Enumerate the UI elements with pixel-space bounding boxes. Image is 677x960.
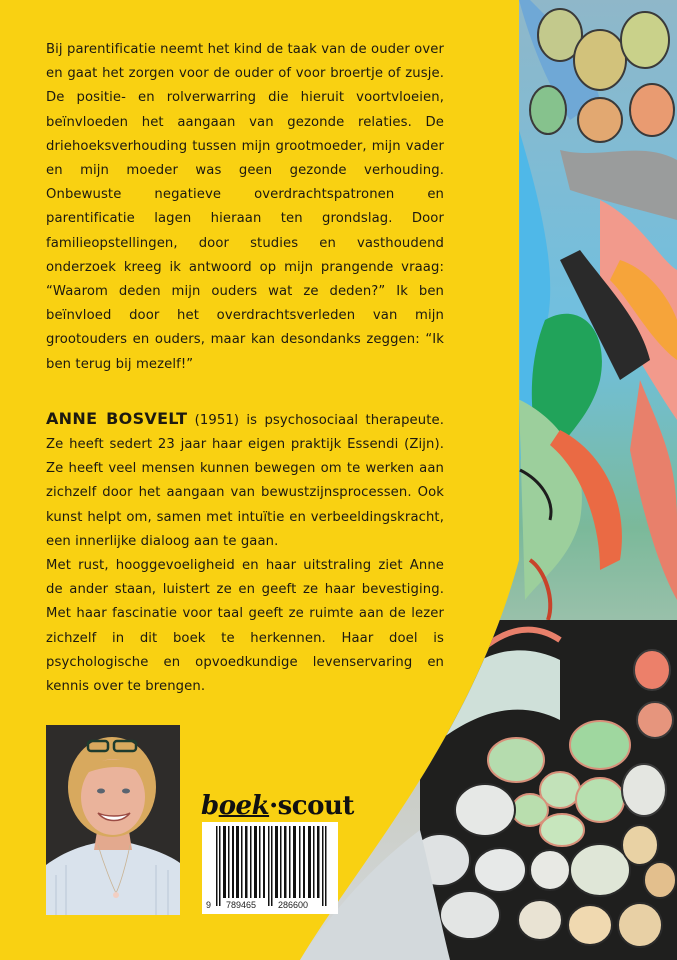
isbn-lead-digit: 9 xyxy=(206,900,212,910)
blurb-paragraph: Bij parentificatie neemt het kind de taak van de ouder over en gaat het zorgen voor de ouder of voor broertje of zusje. De positie- en rolverwarring die hieruit voortvloeien, beïnvloeden het aangaan van gezonde relaties. De driehoeksverhouding tussen mijn grootmoeder, mijn vader en mijn moeder was geen gezonde verhouding. Onbewuste negatieve overdrachtspatronen en parentificatie lagen hieraan ten grondslag. Door familieopstellingen, door studies en vasthoudend onderzoek kreeg ik antwoord op mijn prangende vraag: “Waarom deden mijn ouders wat ze deden?” Ik ben beïnvloed door het overdrachtsverleden van mijn grootouders en ouders, maar kan desondanks zeggen: “Ik ben terug bij mezelf!” xyxy=(46,42,444,372)
back-cover-text xyxy=(46,38,444,699)
author-portrait-icon xyxy=(46,725,180,915)
publisher-logo-separator: · xyxy=(269,791,278,821)
publisher-logo-part1: boek xyxy=(201,791,270,821)
author-photo xyxy=(46,725,180,915)
isbn-group-1: 789465 xyxy=(226,900,257,910)
author-bio: (1951) is psychosociaal therapeute. Ze heeft sedert 23 jaar haar eigen praktijk Essendi (Zijn). Ze heeft veel mensen kunnen bewegen om te werken aan zichzelf door het aangaan van bewustzijnsprocessen. Ook kunst helpt om, samen met intuïtie en verbeeldingskracht, een innerlijke dialoog aan te gaan. xyxy=(46,412,445,549)
isbn-barcode xyxy=(202,822,338,914)
publisher-logo xyxy=(201,791,354,821)
publisher-logo-part2: scout xyxy=(277,791,354,821)
author-bio-paragraph xyxy=(46,407,444,554)
barcode-bars-icon xyxy=(202,822,338,914)
author-name: ANNE BOSVELT xyxy=(46,408,188,428)
isbn-group-2: 286600 xyxy=(278,900,309,910)
author-bio-paragraph-2: Met rust, hooggevoeligheid en haar uitstraling ziet Anne de ander staan, luistert ze en geeft ze haar bevestiging. Met haar fascinatie voor taal geeft ze ruimte aan de lezer zichzelf in dit boek te herkennen. Haar doel is psychologische en opvoedkundige levenservaring en kennis over te brengen. xyxy=(46,558,444,695)
